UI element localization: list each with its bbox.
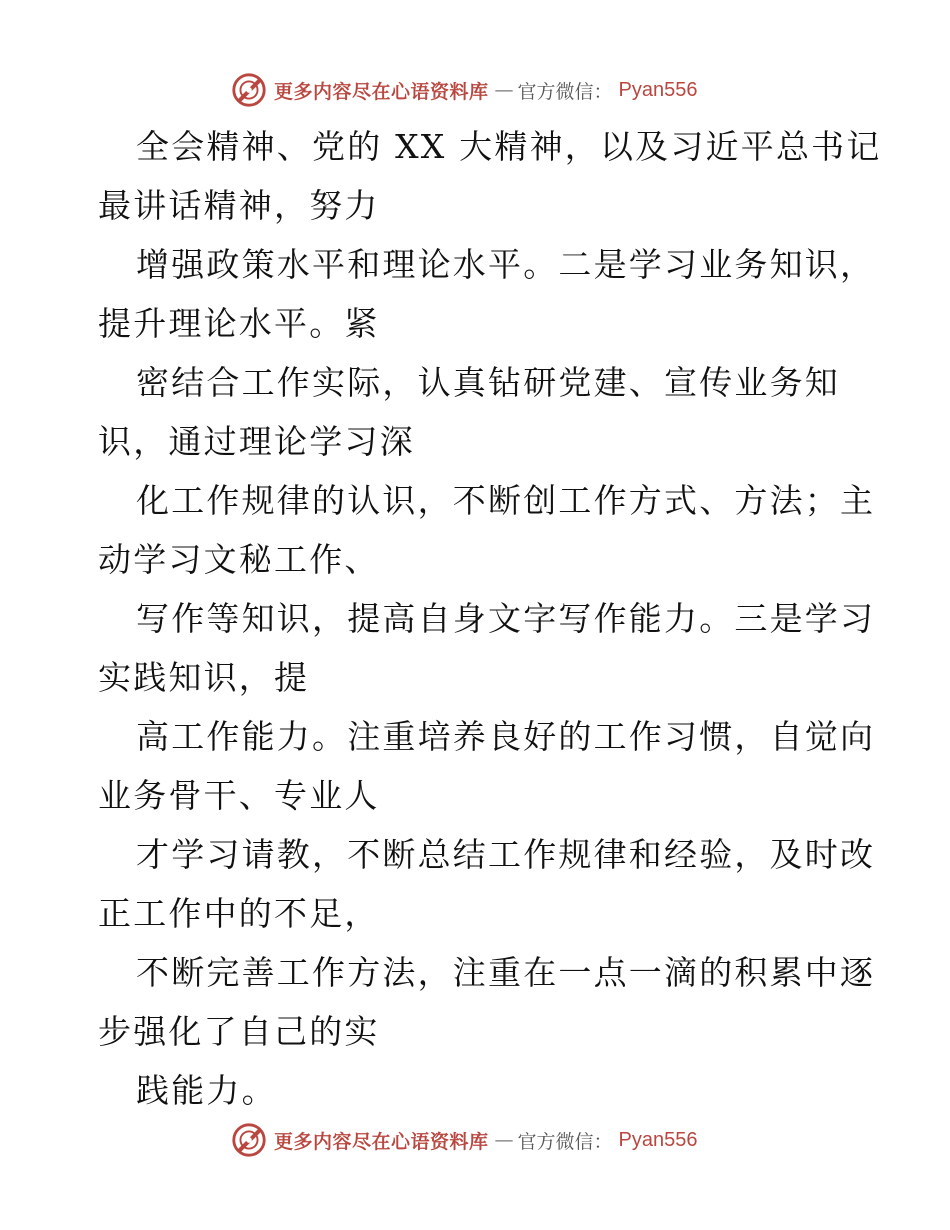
text-line: 最讲话精神，努力 <box>98 186 380 225</box>
text-line: 密结合工作实际，认真钻研党建、宣传业务知 <box>136 363 840 402</box>
watermark-text: 更多内容尽在心语资料库 <box>274 80 489 103</box>
watermark-dash: — <box>494 79 512 101</box>
watermark-wechat-label: 官方微信： <box>517 1130 613 1153</box>
watermark-dash: — <box>494 1129 512 1151</box>
text-line: 不断完善工作方法，注重在一点一滴的积累中逐 <box>136 953 876 992</box>
footer-watermark <box>230 1120 698 1160</box>
text-line: 写作等知识，提高自身文字写作能力。三是学习 <box>136 599 876 638</box>
text-line: 增强政策水平和理论水平。二是学习业务知识， <box>136 245 876 284</box>
text-line: 实践知识，提 <box>98 658 310 697</box>
text-line: 践能力。 <box>136 1071 277 1110</box>
text-line: 化工作规律的认识，不断创工作方式、方法；主 <box>136 481 876 520</box>
watermark-handle: Pyan556 <box>618 1128 698 1151</box>
body-text <box>98 122 882 1125</box>
text-line: 步强化了自己的实 <box>98 1012 380 1051</box>
watermark-handle: Pyan556 <box>618 78 698 101</box>
stamp-logo-icon <box>230 71 268 109</box>
text-line: 业务骨干、专业人 <box>98 776 380 815</box>
text-line: 全会精神、党的 XX 大精神，以及习近平总书记 <box>136 127 882 166</box>
stamp-logo-icon <box>230 1121 268 1159</box>
text-line: 提升理论水平。紧 <box>98 304 380 343</box>
watermark-text: 更多内容尽在心语资料库 <box>274 1130 489 1153</box>
text-line: 正工作中的不足， <box>98 894 380 933</box>
watermark-wechat-label: 官方微信： <box>517 80 613 103</box>
text-line: 高工作能力。注重培养良好的工作习惯，自觉向 <box>136 717 876 756</box>
text-line: 才学习请教，不断总结工作规律和经验，及时改 <box>136 835 876 874</box>
text-line: 识，通过理论学习深 <box>98 422 415 461</box>
header-watermark <box>230 70 698 110</box>
text-line: 动学习文秘工作、 <box>98 540 380 579</box>
